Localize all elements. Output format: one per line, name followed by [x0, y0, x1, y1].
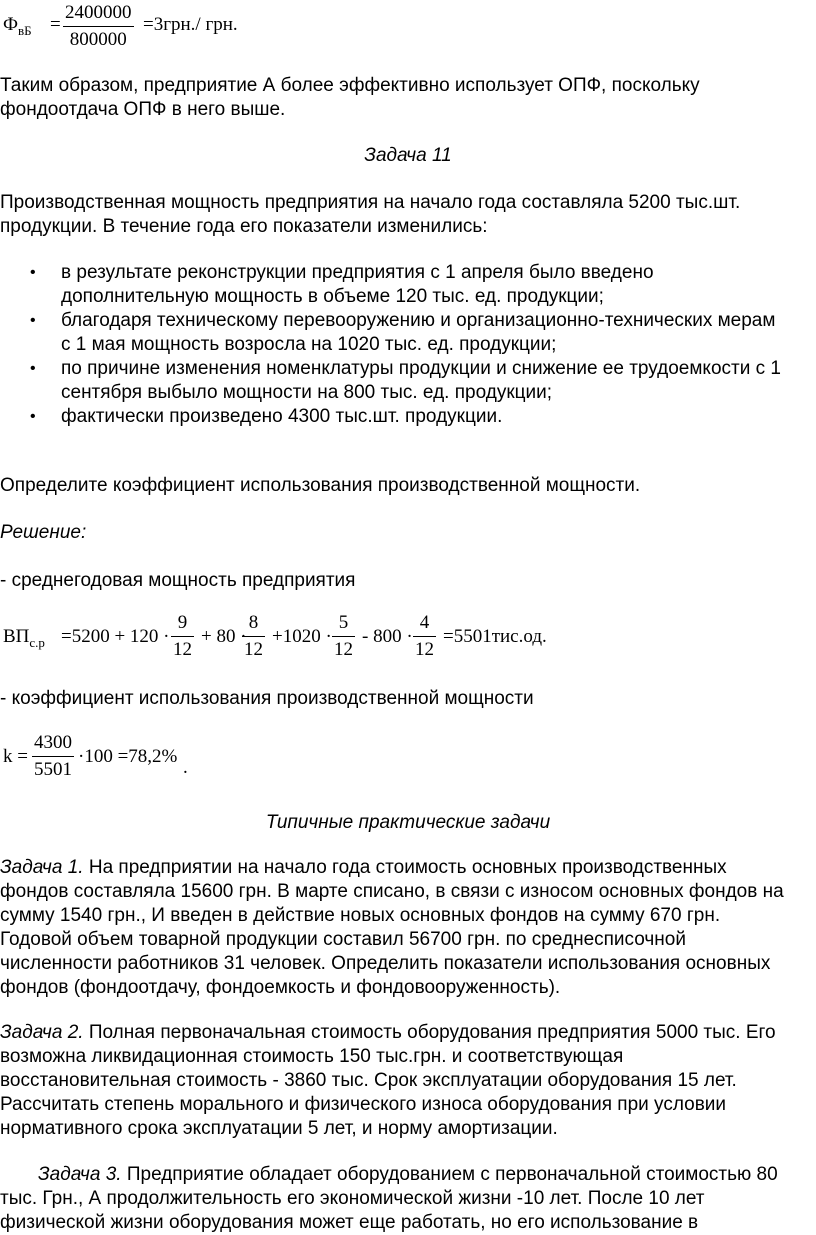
solution-label: Решение: [0, 522, 87, 543]
formula-numerator: 2400000 [65, 2, 132, 23]
task11-question: Определите коэффициент использования производственной мощности. [0, 475, 641, 496]
formula-lhs-sub: вБ [18, 23, 32, 38]
task3-paragraph [0, 1163, 808, 1235]
formula-k-dot: . [183, 757, 188, 778]
task1-text: На предприятии на начало года стоимость основных производственных фондов составляла 15600 грн. В марте списано, в связи с износом основных фондов на сумму 1540 грн., И введен в действие новых основных фондов на сумму 670 грн. Годовой объем товарной продукции составил 56700 грн. по среднесписочной численности работников 31 человек. Определить показатели использования основных фондов (фондоотдачу, фондоемкость и фондовооруженность). [0, 857, 784, 998]
formula-vp-term3: +1020 · [272, 626, 332, 647]
task3-label: Задача 3. [38, 1164, 122, 1185]
conclusion-paragraph: Таким образом, предприятие А более эффективно использует ОПФ, поскольку фондоотдача ОПФ в него выше. [0, 75, 700, 120]
list-item: • в результате реконструкции предприятия с 1 апреля было введено дополнительную мощность в объеме 120 тыс. ед. продукции; [0, 261, 761, 309]
formula-denominator: 800000 [69, 29, 127, 50]
list-item: • благодаря техническому перевооружению и организационно-технических мерам с 1 мая мощность возросла на 1020 тыс. ед. продукции; [0, 309, 781, 357]
formula-vp-frac2: 8 12 [244, 612, 263, 660]
formula-vp-term1: =5200 + 120 · [61, 626, 170, 647]
task2-label: Задача 2. [0, 1022, 84, 1043]
task11-text: Производственная мощность предприятия на начало года составляла 5200 тыс.шт. продукции. В течение года его показатели изменились: [0, 192, 741, 237]
formula-vp-term4: - 800 · [362, 626, 413, 647]
formula-result: =3грн./ грн. [143, 14, 238, 35]
formula-vp-term2: + 80 · [201, 626, 247, 647]
task2-text: Полная первоначальная стоимость оборудования предприятия 5000 тыс. Его возможна ликвидационная стоимость 150 тыс.грн. и соответствующая восстановительная стоимость - 3860 тыс. Срок эксплуатации оборудования 15 лет. Рассчитать степень морального и физического износа оборудования при условии нормативного срока эксплуатации 5 лет, и норму амортизации. [0, 1022, 776, 1139]
step1-label: - среднегодовая мощность предприятия [0, 570, 356, 591]
typical-tasks-title: Типичные практические задачи [265, 812, 551, 833]
formula-vp-frac3: 5 12 [334, 612, 353, 660]
task2-paragraph [0, 1021, 780, 1141]
formula-vp-sub: с.р [29, 635, 45, 650]
task1-label: Задача 1. [0, 857, 84, 878]
list-item: • по причине изменения номенклатуры продукции и снижение ее трудоемкости с 1 сентября выбыло мощности на 800 тыс. ед. продукции; [0, 357, 816, 405]
formula-k-fraction: 4300 5501 [34, 732, 72, 780]
formula-eq: = [50, 14, 61, 35]
formula-fraction [63, 2, 134, 51]
formula-k-lhs: k = [3, 746, 28, 767]
formula-vp-frac4: 4 12 [415, 612, 434, 660]
formula-k-result: ·100 =78,2% [78, 746, 178, 767]
task11-list [0, 261, 816, 429]
formula-vp-frac1: 9 12 [173, 612, 192, 660]
formula-lhs: Ф [3, 14, 19, 35]
formula-vp-lhs: ВП [3, 626, 30, 647]
formula-vp-result: =5501тис.од. [443, 626, 547, 647]
task1-paragraph [0, 856, 790, 1000]
task11-title: Задача 11 [364, 145, 452, 166]
list-item: • фактически произведено 4300 тыс.шт. продукции. [0, 405, 781, 429]
task3-text: Предприятие обладает оборудованием с первоначальной стоимостью 80 тыс. Грн., А продолжительность его экономической жизни -10 лет. После 10 лет физической жизни оборудования может еще работать, но его использование в [0, 1164, 778, 1233]
step2-label: - коэффициент использования производственной мощности [0, 688, 534, 709]
